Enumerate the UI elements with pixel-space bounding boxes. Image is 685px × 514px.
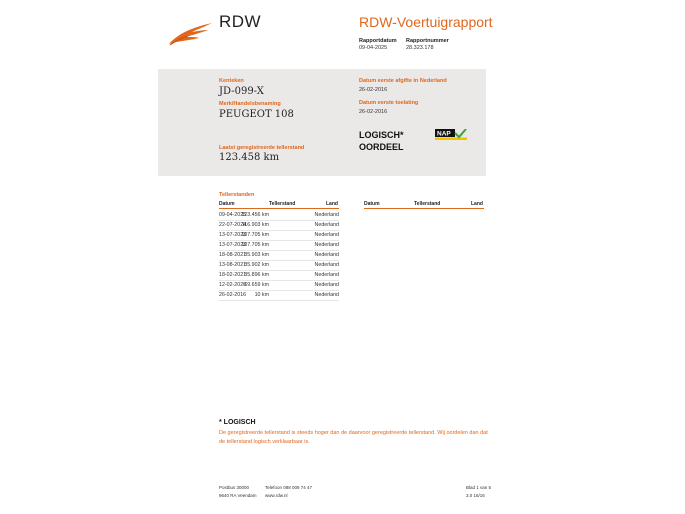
cell-date: 18-08-2021 (219, 252, 247, 258)
cell-mileage: 107.705 km (241, 232, 269, 238)
plate-value: JD-099-X (219, 86, 264, 97)
report-title: RDW-Voertuigrapport (359, 14, 493, 30)
verdict-line2: OORDEEL (359, 142, 404, 152)
cell-date: 13-08-2021 (219, 262, 247, 268)
cell-date: 12-02-2020 (219, 282, 247, 288)
cell-mileage: 123.456 km (241, 212, 269, 218)
nap-text: NAP (437, 130, 451, 138)
table-row (219, 290, 339, 301)
cell-date: 09-04-2025 (219, 212, 247, 218)
vehicle-summary-panel (158, 69, 486, 176)
col-header-country: Land (326, 201, 338, 207)
cell-country: Nederland (314, 292, 339, 298)
cell-date: 22-07-2024 (219, 222, 247, 228)
cell-mileage: 116.903 km (241, 222, 269, 228)
report-date-label: Rapportdatum (359, 38, 397, 44)
cell-date: 13-07-2023 (219, 242, 247, 248)
cell-mileage: 107.705 km (241, 242, 269, 248)
col-header-mileage: Tellerstand (269, 201, 296, 207)
cell-mileage: 85.902 km (244, 262, 269, 268)
footer-phone: Telefoon 088 008 74 47 (265, 485, 313, 490)
cell-mileage: 85.896 km (244, 272, 269, 278)
cell-country: Nederland (314, 222, 339, 228)
cell-mileage: 10 km (254, 292, 269, 298)
first-nl-value: 26-02-2016 (359, 87, 388, 93)
cell-date: 13-07-2023 (219, 232, 247, 238)
cell-country: Nederland (314, 262, 339, 268)
cell-country: Nederland (314, 232, 339, 238)
cell-country: Nederland (314, 242, 339, 248)
cell-country: Nederland (314, 212, 339, 218)
table-header-rule (219, 208, 339, 209)
footer-version: 3.0 16/16 (466, 493, 485, 498)
make-label: Merk/Handelsbenaming (219, 101, 281, 107)
report-number: 28.323.178 (406, 45, 434, 51)
cell-date: 18-02-2021 (219, 272, 247, 278)
cell-country: Nederland (314, 282, 339, 288)
cell-mileage: 85.903 km (244, 252, 269, 258)
first-admission-value: 26-02-2016 (359, 109, 388, 115)
footer-website[interactable]: www.rdw.nl (265, 493, 288, 498)
report-date: 09-04-2025 (359, 45, 388, 51)
col-header-date-2: Datum (364, 201, 380, 207)
col-header-mileage-2: Tellerstand (414, 201, 441, 207)
logo-text: RDW (219, 12, 262, 31)
footer-page: Blad 1 van 5 (466, 485, 492, 490)
report-number-label: Rapportnummer (406, 38, 449, 44)
note-text: De geregistreerde tellerstand is steeds hoger dan de daarvoor geregistreerde tellerstand. Wij oordelen dan dat de tellerstand logisch verklaarbaar is. (219, 430, 488, 445)
last-mileage-value: 123.458 km (219, 152, 280, 163)
col-header-date: Datum (219, 201, 235, 207)
verdict-line1: LOGISCH* (359, 130, 404, 140)
cell-country: Nederland (314, 272, 339, 278)
col-header-country-2: Land (471, 201, 483, 207)
cell-date: 26-02-2016 (219, 292, 247, 298)
footer-postbus: Postbus 30000 (219, 485, 250, 490)
plate-label: Kenteken (219, 78, 244, 84)
first-nl-label: Datum eerste afgifte in Nederland (359, 78, 447, 84)
last-mileage-label: Laatst geregistreerde tellerstand (219, 145, 305, 151)
make-value: PEUGEOT 108 (219, 109, 294, 120)
first-admission-label: Datum eerste toelating (359, 100, 419, 106)
nap-check-icon (435, 129, 467, 140)
cell-mileage: 69.659 km (244, 282, 269, 288)
mileage-table-title: Tellerstanden (219, 192, 255, 198)
footer-address: 9640 RA Veendam (219, 493, 257, 498)
cell-country: Nederland (314, 252, 339, 258)
table-header-rule-2 (364, 208, 484, 209)
rdw-logo-icon (168, 20, 214, 46)
note-title: * LOGISCH (219, 419, 256, 426)
